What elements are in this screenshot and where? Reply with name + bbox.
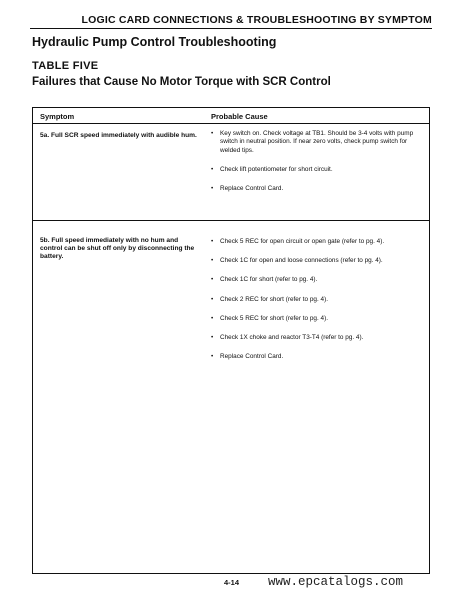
cause-item xyxy=(211,334,425,342)
cause-item xyxy=(211,238,425,246)
symptom-5b: 5b. Full speed immediately with no hum and control can be shut off only by disconnecting the battery. xyxy=(40,237,195,261)
cause-text: Replace Control Card. xyxy=(220,353,284,361)
table-label: TABLE FIVE xyxy=(32,60,99,72)
bullet-icon: • xyxy=(211,130,214,137)
cause-item xyxy=(211,276,425,284)
cause-item xyxy=(211,296,425,304)
cause-item xyxy=(211,353,425,361)
cause-item xyxy=(211,185,425,193)
table-header-row xyxy=(33,108,429,124)
header-rule xyxy=(30,28,432,29)
cause-text: Check 5 REC for short (refer to pg. 4). xyxy=(220,314,328,322)
table-caption: Failures that Cause No Motor Torque with SCR Control xyxy=(32,76,331,88)
troubleshooting-table xyxy=(32,107,430,574)
section-title: Hydraulic Pump Control Troubleshooting xyxy=(32,35,277,49)
running-header: LOGIC CARD CONNECTIONS & TROUBLESHOOTING BY SYMPTOM xyxy=(81,14,432,26)
cause-list-5b xyxy=(211,238,425,372)
cause-text: Check 5 REC for open circuit or open gate (refer to pg. 4). xyxy=(220,238,385,245)
cause-item xyxy=(211,257,425,265)
cause-item xyxy=(211,166,425,174)
bullet-icon: • xyxy=(211,353,214,361)
bullet-icon: • xyxy=(211,276,214,284)
bullet-icon: • xyxy=(211,185,214,193)
cause-text: Check lift potentiometer for short circuit. xyxy=(220,166,333,174)
cause-text: Replace Control Card. xyxy=(220,185,284,193)
bullet-icon: • xyxy=(211,295,214,303)
cause-text: Check 1C for short (refer to pg. 4). xyxy=(220,276,318,284)
bullet-icon: • xyxy=(211,314,214,322)
symptom-5a: 5a. Full SCR speed immediately with audible hum. xyxy=(40,132,197,139)
cause-item xyxy=(211,315,425,323)
cause-text: Check 1C for open and loose connections (refer to pg. 4). xyxy=(220,257,383,265)
cause-text: Check 2 REC for short (refer to pg. 4). xyxy=(220,295,328,303)
bullet-icon: • xyxy=(211,166,214,174)
column-header-symptom: Symptom xyxy=(40,112,75,121)
cause-item xyxy=(211,130,425,155)
watermark: www.epcatalogs.com xyxy=(268,575,404,589)
cause-list-5a xyxy=(211,130,425,204)
cause-text: Check 1X choke and reactor T3-T4 (refer to pg. 4). xyxy=(220,334,364,342)
cause-text: Key switch on. Check voltage at TB1. Should be 3-4 volts with pump switch in neutral position. If near zero volts, check pump switch for welded tips. xyxy=(220,130,414,154)
page-number: 4-14 xyxy=(224,578,240,587)
bullet-icon: • xyxy=(211,334,214,342)
bullet-icon: • xyxy=(211,238,214,245)
row-divider xyxy=(33,220,429,221)
bullet-icon: • xyxy=(211,257,214,265)
column-header-probable-cause: Probable Cause xyxy=(211,112,268,121)
